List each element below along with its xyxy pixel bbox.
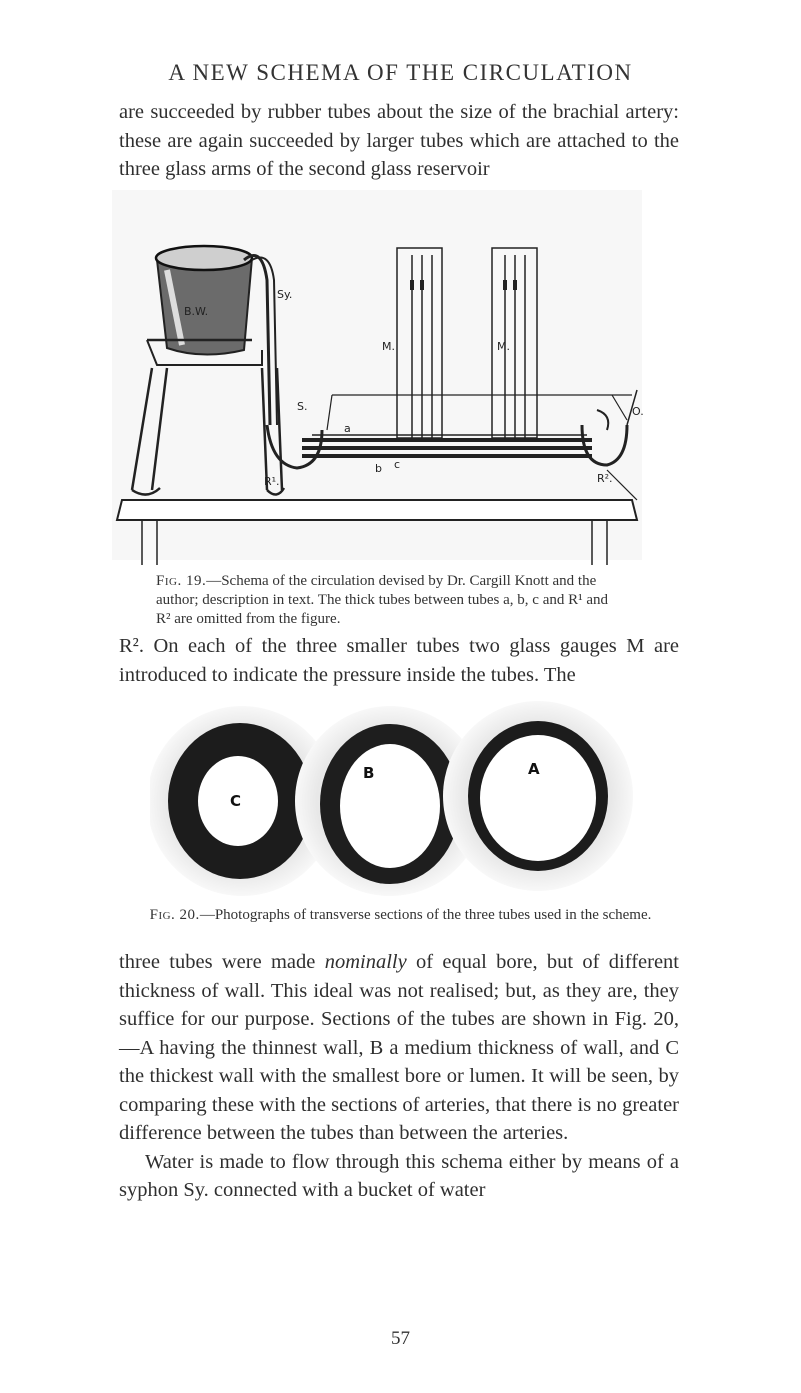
- paragraph-3-before: three tubes were made: [119, 951, 316, 973]
- figure-19-caption-text: —Schema of the circulation devised by Dr. Cargill Knott and the author; description in text. The thick tubes between tubes a, b, c and R¹ and R² are omitted from the figure.: [156, 573, 609, 627]
- paragraph-tubes: [119, 948, 679, 1205]
- paragraph-3-italic: nominally: [324, 951, 407, 973]
- label-b-section: B: [363, 764, 375, 782]
- label-bucket: B.W.: [184, 305, 209, 318]
- label-gauge-right: M.: [497, 340, 510, 353]
- label-gauge-left: M.: [382, 340, 395, 353]
- paragraph-4: Water is made to flow through this schema either by means of a syphon Sy. connected with a bucket of water: [119, 1150, 679, 1201]
- tube-sections-photograph: [150, 696, 640, 906]
- figure-19: [112, 190, 672, 575]
- section-a: [443, 701, 633, 891]
- label-c-section: C: [230, 792, 242, 810]
- figure-20-caption-label: Fig. 20.: [149, 907, 200, 923]
- paragraph-2: [119, 632, 679, 689]
- paragraph-3-after: of equal bore, but of different thickness of wall. This ideal was not realised; but, as they are, they suffice for our purpose. Sections of the tubes are shown in Fig. 20,—A having the thinnest wall, B a medium thickness of wall, and C the thickest wall with the smallest bore or lumen. It will be seen, by comparing these with the sections of arteries, that there is no greater difference between the tubes than between the arteries.: [119, 951, 680, 1144]
- label-b: b: [375, 462, 382, 475]
- label-a: a: [344, 422, 351, 435]
- circulation-schema-diagram: [112, 190, 672, 570]
- paragraph-2-text: On each of the three smaller tubes two glass gauges M are introduced to indicate the pressure inside the tubes. The: [119, 635, 679, 686]
- label-r2: R².: [597, 472, 613, 485]
- figure-20: [150, 696, 640, 911]
- page-number: 57: [391, 1328, 410, 1349]
- figure-19-caption: [156, 572, 626, 629]
- paragraph-2-lead: R².: [119, 635, 144, 657]
- paragraph-continuation: [119, 98, 679, 184]
- label-c: c: [394, 458, 401, 471]
- label-syphon: Sy.: [277, 288, 293, 301]
- paragraph-gauges: [119, 632, 679, 689]
- label-r1: R¹.: [264, 475, 280, 488]
- figure-19-caption-label: Fig. 19.: [156, 573, 207, 589]
- label-o: O.: [632, 405, 644, 418]
- label-a-section: A: [528, 760, 540, 778]
- label-s: S.: [297, 400, 308, 413]
- figure-20-caption-text: —Photographs of transverse sections of the three tubes used in the scheme.: [199, 907, 652, 923]
- figure-20-caption: [0, 906, 801, 925]
- running-head: A NEW SCHEMA OF THE CIRCULATION: [168, 60, 633, 85]
- paragraph-3: [119, 948, 679, 1148]
- paragraph-1: are succeeded by rubber tubes about the size of the brachial artery: these are again succeeded by larger tubes which are attached to the three glass arms of the second glass reservoir: [119, 101, 679, 180]
